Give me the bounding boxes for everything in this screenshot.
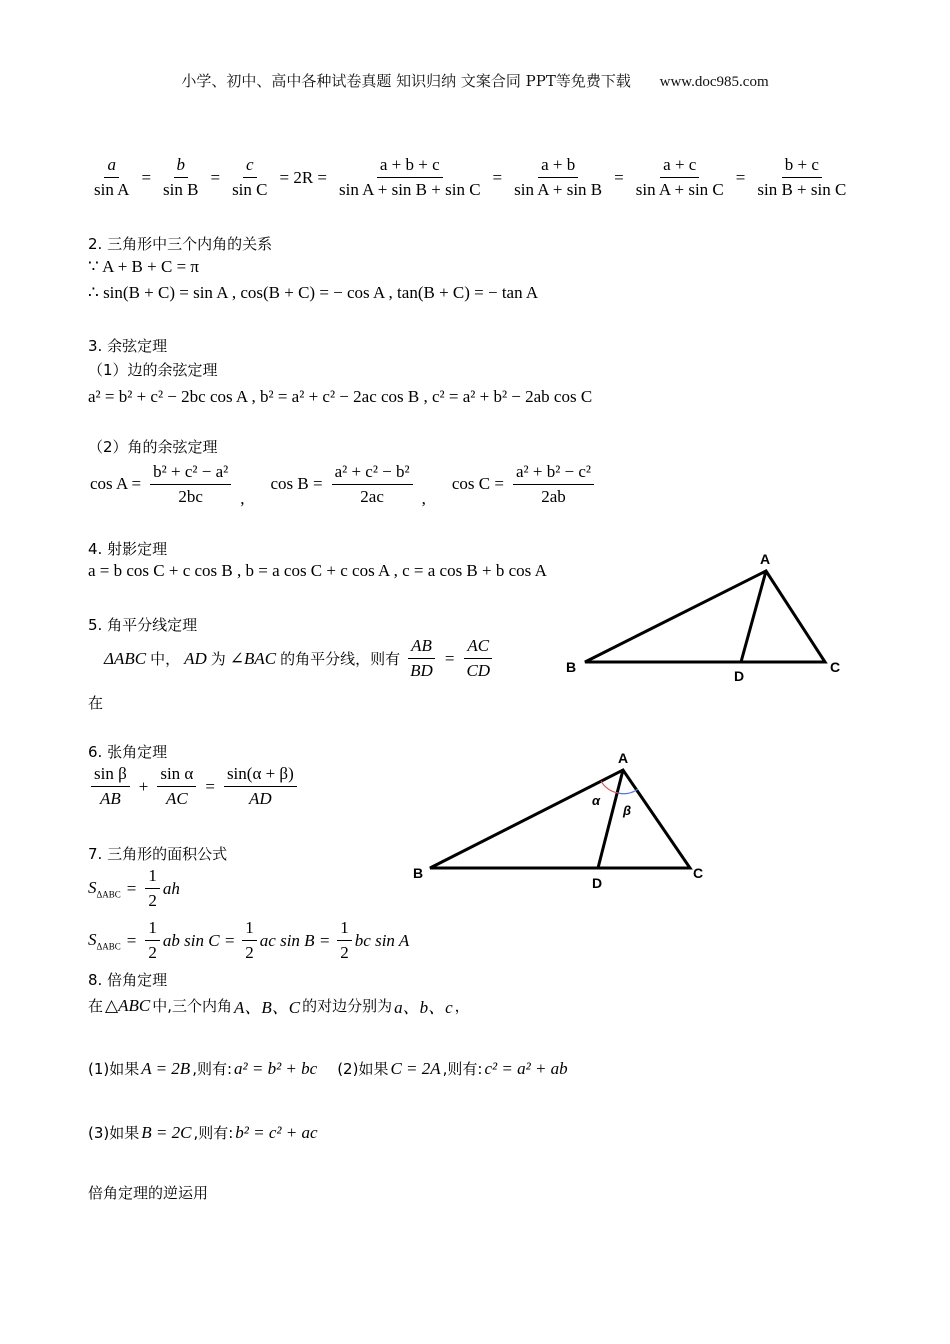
fraction-b-sinB: $\frac{b}{\text{sin B}}$ — [163, 155, 199, 199]
projection-formula: a = b cos C + c cos B , b = a cos C + c cos A , c = a cos B + b cos A — [88, 561, 547, 580]
header-site: www.doc985.com — [659, 74, 769, 90]
angle-arc-alpha — [601, 781, 618, 793]
sine-law-formula: $\frac{a}{\text{sin A}}$ = $\frac{b}{\text{sin B}}$ = $\frac{c}{\text{sin C}}$ = 2R = $\frac{a + b + c}{\text{sin A + sin B + sin C}}$ = $\frac{a + b}{\text{sin A + sin B}}$ = $\frac{a + c}{\text{sin A + sin C}}$ = $\frac{b + c}{\text{sin B + sin C}}$ — [88, 155, 852, 200]
double-angle-inverse: 倍角定理的逆运用 — [88, 1184, 209, 1202]
label-beta: β — [623, 803, 632, 818]
double-angle-case-3: (3)如果 B = 2C ,则有: b² = c² + ac — [88, 1122, 318, 1142]
fraction-sum-ac: $\frac{a + c}{\text{sin A + sin C}}$ — [635, 155, 724, 199]
cosB-fraction: $\frac{\text{a² + c² − b²}}{2ac}$ — [332, 462, 413, 507]
section2-therefore: ∴ sin(B + C) = sin A , cos(B + C) = − cos A , tan(B + C) = − tan A — [88, 283, 539, 302]
header-text: 小学、初中、高中各种试卷真题 知识归纳 文案合同 PPT等免费下载 — [181, 72, 631, 90]
fraction-sum-bc: $\frac{b + c}{\text{sin B + sin C}}$ — [757, 155, 847, 199]
fraction-sum-ab: $\frac{a + b}{\text{sin A + sin B}}$ — [514, 155, 603, 199]
triangle-diagram-bisector — [560, 548, 850, 683]
fraction-sum-abc: $\frac{a + b + c}{\text{sin A + sin B + sin C}}$ — [339, 155, 481, 199]
label-C: C — [830, 659, 841, 675]
label-A-2: A — [618, 750, 629, 766]
section4-title: 4. 射影定理 — [88, 540, 168, 558]
section8-intro: 在 △ABC 中,三个内角 A、B、C 的对边分别为 a、b、c ， — [88, 995, 470, 1017]
label-D-2: D — [592, 875, 603, 891]
spread-angle-theorem: $\frac{\text{sin β}}{AB}$ + $\frac{\text{sin α}}{AC}$ = $\frac{\sin(\alpha + \beta)}{AD}$ — [88, 764, 300, 809]
segment-AD — [741, 571, 766, 662]
fraction-c-sinC: $\frac{c}{\text{sin C}}$ — [232, 155, 268, 199]
area-formula-ah: $S_{\Delta ABC}$ = $\frac{1}{2}$ ah — [88, 866, 180, 910]
section5-title: 5. 角平分线定理 — [88, 616, 198, 634]
section2-title: 2. 三角形中三个内角的关系 — [88, 235, 273, 253]
cosA-fraction: $\frac{\text{b² + c² − a²}}{2bc}$ — [150, 462, 231, 507]
area-formula-sin: $S_{\Delta ABC}$ = $\frac{1}{2}$ ab sin C = $\frac{1}{2}$ ac sin B = $\frac{1}{2}$ bc sin A — [88, 918, 410, 962]
equals-2R: = 2R = — [279, 167, 328, 187]
sinalpha-AC-fraction: $\frac{\text{sin α}}{AC}$ — [157, 764, 196, 809]
label-B: B — [566, 659, 577, 675]
sinbeta-AB-fraction: $\frac{\text{sin β}}{AB}$ — [91, 764, 130, 809]
section7-title: 7. 三角形的面积公式 — [88, 845, 228, 863]
label-B-2: B — [413, 865, 424, 881]
label-A: A — [760, 551, 771, 567]
label-C-2: C — [693, 865, 704, 881]
section3-sub2: （2）角的余弦定理 — [88, 438, 218, 456]
angle-cosine-law: cos A = $\frac{\text{b² + c² − a²}}{2bc}$ , cos B = $\frac{\text{a² + c² − b²}}{2ac}$ , cos C = $\frac{\text{a² + b² − c²}}{2ab}$ — [88, 459, 597, 509]
triangle-ABC — [585, 571, 825, 662]
AB-BD-fraction: $\frac{AB}{BD}$ — [407, 636, 436, 681]
label-alpha: α — [592, 793, 601, 808]
page-header — [0, 70, 950, 91]
label-D: D — [734, 668, 745, 683]
section6-title: 6. 张角定理 — [88, 743, 168, 761]
triangle-ABC-2 — [430, 770, 690, 868]
bisector-theorem: ΔABC 中， AD 为 ∠BAC 的角平分线，则有 $\frac{AB}{BD}$ = $\frac{AC}{CD}$ — [104, 636, 496, 681]
section3-sub1: （1）边的余弦定理 — [88, 361, 218, 379]
side-cosine-law: a² = b² + c² − 2bc cos A , b² = a² + c² − 2ac cos B , c² = a² + b² − 2ab cos C — [88, 387, 593, 406]
double-angle-cases-1-2: (1)如果 A = 2B ,则有: a² = b² + bc (2)如果 C = 2A ,则有: c² = a² + ab — [88, 1058, 568, 1078]
sin-sum-AD-fraction: $\frac{\sin(\alpha + \beta)}{AD}$ — [224, 764, 297, 809]
section3-title: 3. 余弦定理 — [88, 337, 168, 355]
cosC-fraction: $\frac{\text{a² + b² − c²}}{2ab}$ — [513, 462, 594, 507]
triangle-diagram-spread — [405, 745, 715, 895]
segment-AD-2 — [598, 770, 623, 868]
section5-zai: 在 — [88, 694, 104, 712]
AC-CD-fraction: $\frac{AC}{CD}$ — [463, 636, 493, 681]
fraction-a-sinA: $\frac{a}{\text{sin A}}$ — [94, 155, 130, 199]
section8-title: 8. 倍角定理 — [88, 971, 168, 989]
section2-because: ∵ A + B + C = π — [88, 257, 199, 276]
